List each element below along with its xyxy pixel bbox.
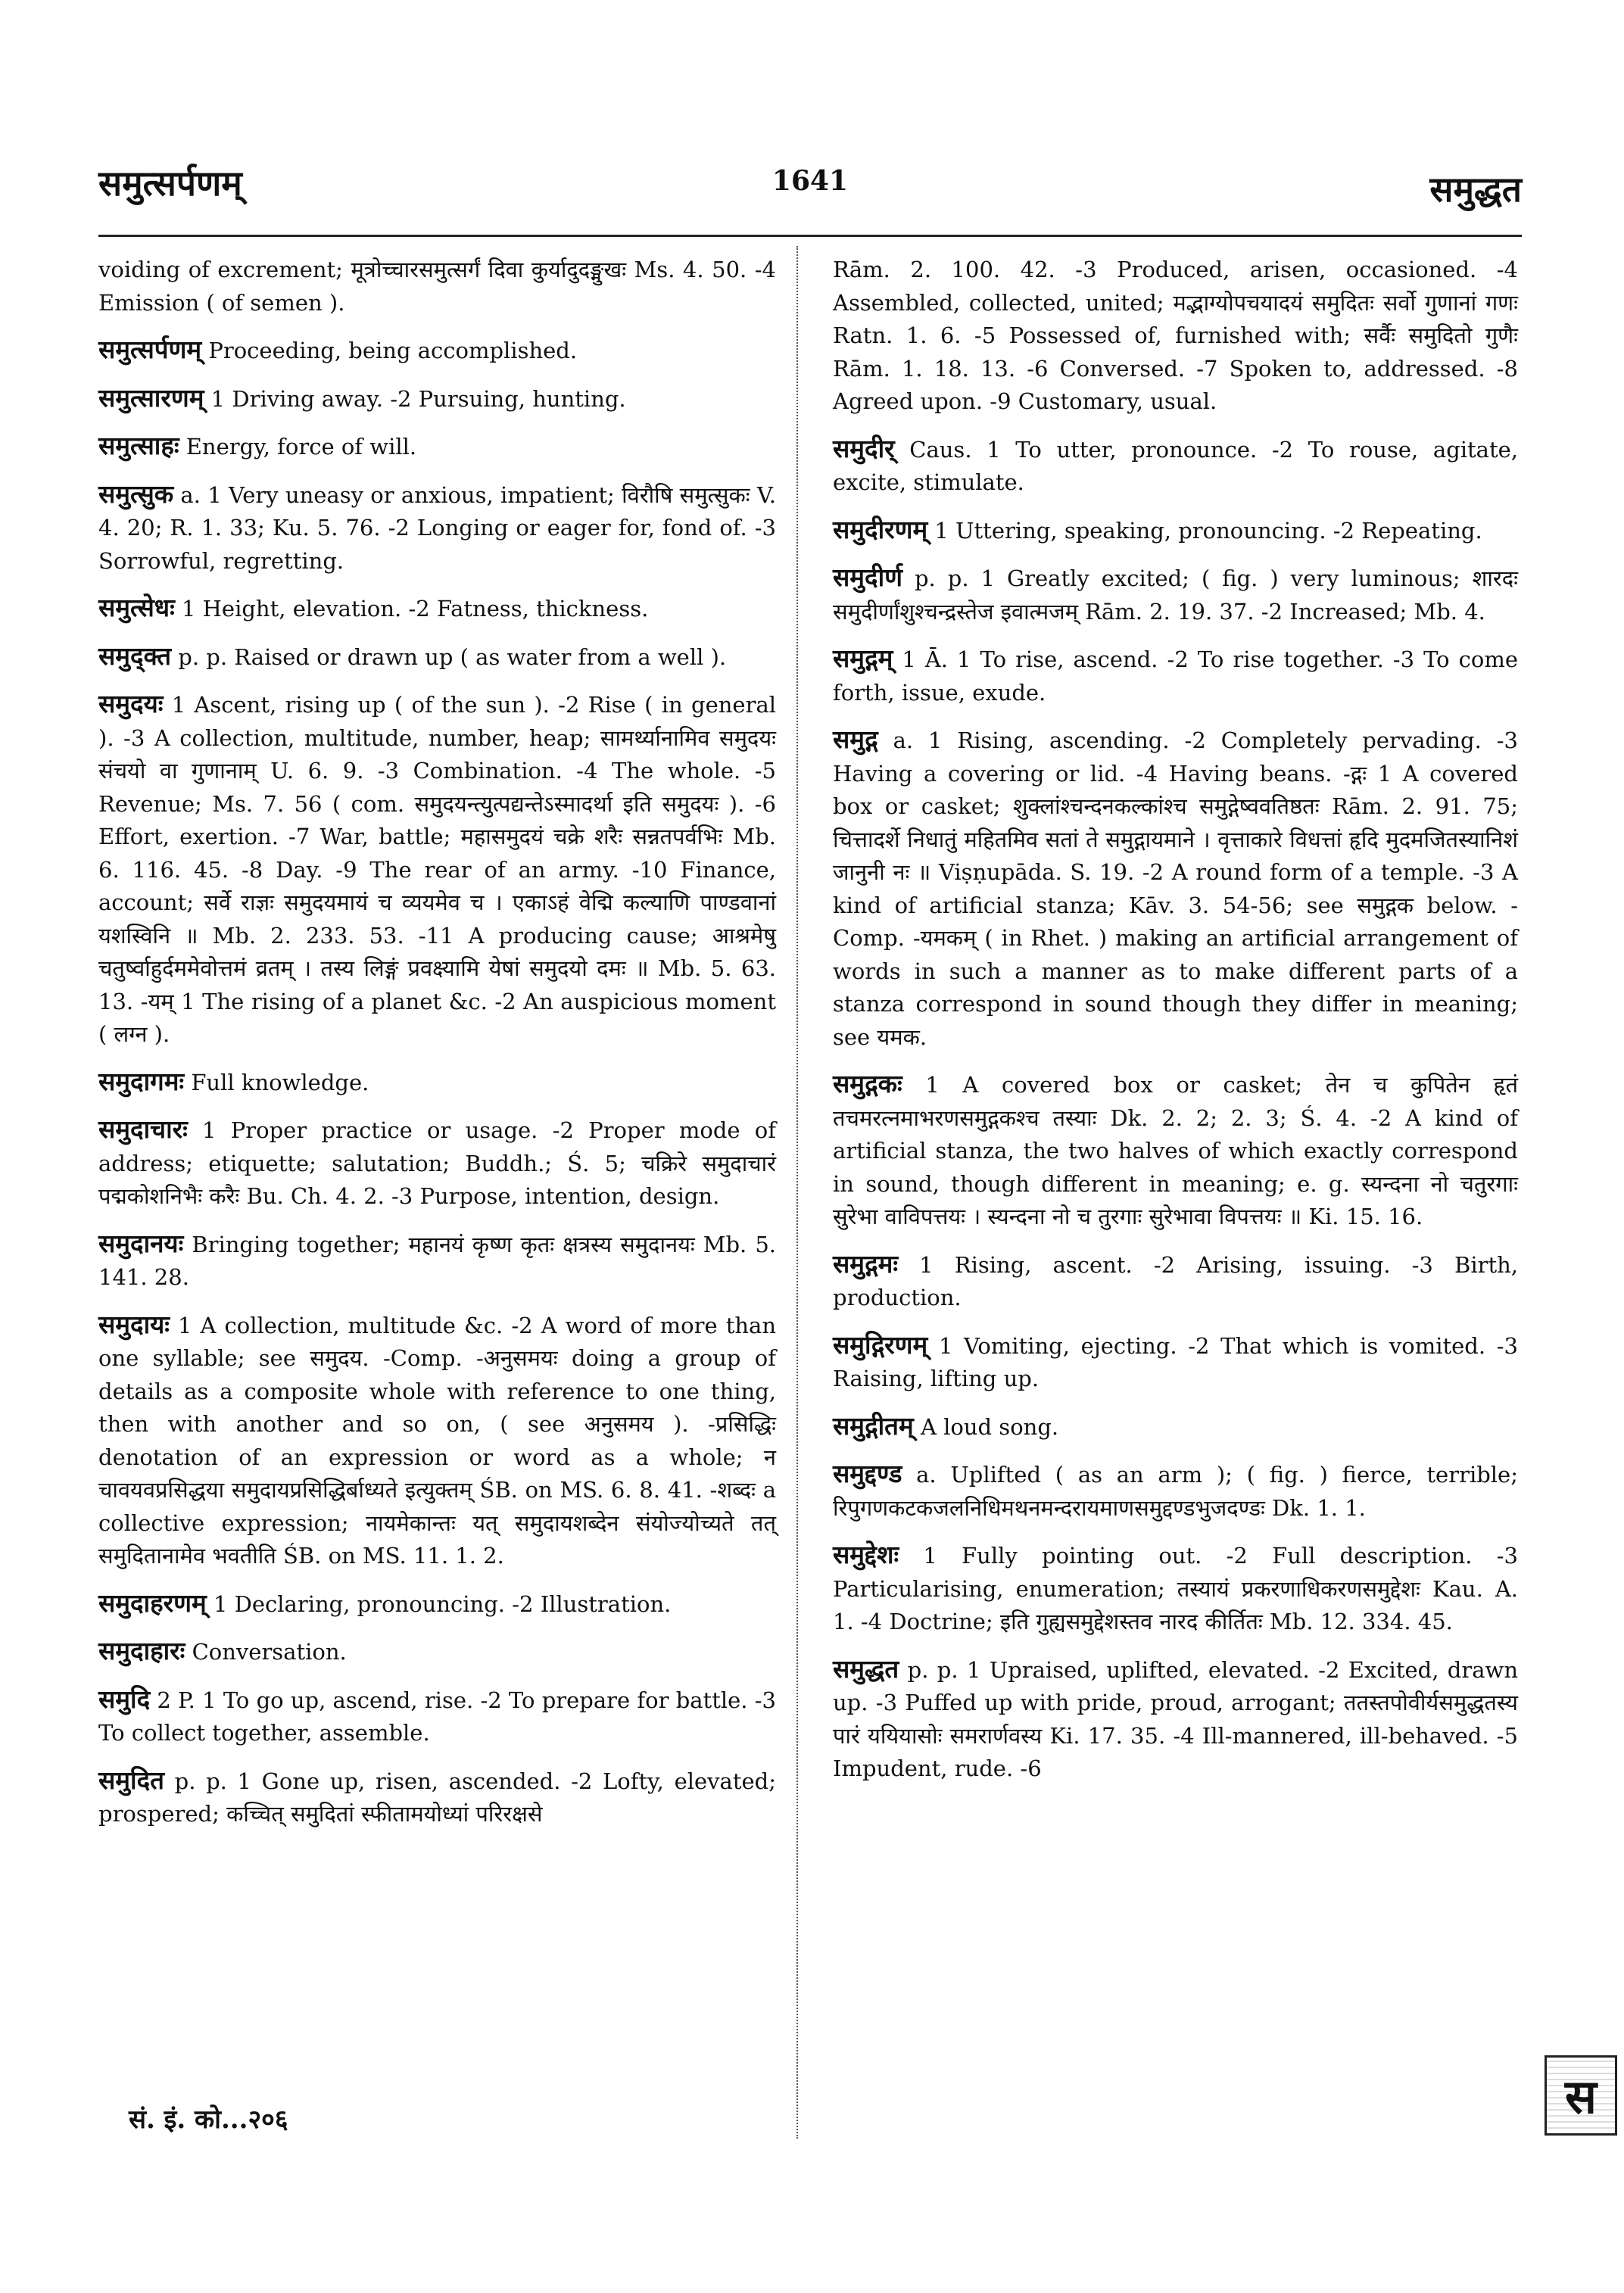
entry-headword: समुद्धत — [833, 1653, 899, 1684]
left-column — [98, 254, 776, 1845]
column-divider — [796, 246, 798, 2139]
thumb-index-tab: स — [1545, 2055, 1617, 2136]
dictionary-entry — [98, 591, 776, 626]
entry-headword: समुत्सुक — [98, 478, 174, 509]
dictionary-entry — [833, 642, 1518, 709]
dictionary-entry — [833, 513, 1518, 548]
entry-definition: Bringing together; महानयं कृष्ण कृतः क्षत्रस्य समुदानयः Mb. 5. 141. 28. — [98, 1231, 777, 1290]
dictionary-entry — [98, 1113, 776, 1213]
entry-headword: समुद्दण्ड — [833, 1459, 902, 1488]
dictionary-entry — [833, 1248, 1518, 1315]
entry-headword: समुदाहारः — [98, 1636, 185, 1665]
entry-definition: A loud song. — [920, 1413, 1059, 1440]
entry-headword: समुदाहरणम् — [98, 1587, 207, 1618]
dictionary-entry — [833, 561, 1518, 628]
left-running-headword: समुत्सर्पणम् — [98, 163, 242, 204]
entry-definition: Full knowledge. — [191, 1069, 369, 1095]
entry-headword: समुदाचारः — [98, 1114, 188, 1144]
entry-headword: समुदीर्ण — [833, 562, 902, 592]
entry-headword: समुत्सेधः — [98, 593, 175, 622]
entry-definition: a. 1 Rising, ascending. -2 Completely pervading. -3 Having a covering or lid. -4 Having beans. -द्गः 1 A covered box or casket; शुक्लांश्चन्दनकल्कांश्च समुद्गेष्ववतिष्ठतः Rām. 2. 91. 75; चित्तादर्शे निधातुं महितमिव सतां ते समुद्गायमाने । वृत्ताकारे विधत्तां हृदि मुदमजितस्यानिशं जानुनी नः ॥ Viṣṇupāda. S. 19. -2 A round form of a temple. -3 A kind of artificial stanza; Kāv. 3. 54-56; see समुद्गक below. -Comp. -यमकम् ( in Rhet. ) making an artificial arrangement of words in such a manner as to make different parts of a stanza correspond in sound though they differ in meaning; see यमक. — [833, 727, 1519, 1050]
dictionary-entry — [98, 478, 776, 578]
entry-definition: a. 1 Very uneasy or anxious, impatient; विरौषि समुत्सुकः V. 4. 20; R. 1. 33; Ku. 5. 76. -2 Longing or eager for, fond of. -3 Sorrowful, regretting. — [98, 481, 776, 574]
dictionary-entry — [98, 687, 776, 1051]
entry-definition: 1 Driving away. -2 Pursuing, hunting. — [210, 385, 626, 412]
dictionary-entry — [833, 254, 1518, 419]
entry-definition: Rām. 2. 100. 42. -3 Produced, arisen, occasioned. -4 Assembled, collected, united; मद्भाग्योपचयादयं समुदितः सर्वो गुणानां गणः Ratn. 1. 6. -5 Possessed of, furnished with; सर्वैः समुदितो गुणैः Rām. 1. 18. 13. -6 Conversed. -7 Spoken to, addressed. -8 Agreed upon. -9 Customary, usual. — [833, 257, 1518, 414]
dictionary-entry — [98, 1227, 776, 1294]
entry-headword: समुत्सारणम् — [98, 382, 204, 413]
entry-definition: 1 Ascent, rising up ( of the sun ). -2 Rise ( in general ). -3 A collection, multitude, number, heap; सामर्थ्यानामिव समुदयः संचयो वा गुणानाम् U. 6. 9. -3 Combination. -4 The whole. -5 Revenue; Ms. 7. 56 ( com. समुदयन्त्युत्पद्यन्तेऽस्मादर्था इति समुदयः ). -6 Effort, exertion. -7 War, battle; महासमुदयं चक्रे शरैः सन्नतपर्वभिः Mb. 6. 116. 45. -8 Day. -9 The rear of an army. -10 Finance, account; सर्वे राज्ञः समुदयमायं च व्ययमेव च । एकाऽहं वेद्मि कल्याणि पाण्डवानां यशस्विनि ॥ Mb. 2. 233. 53. -11 A producing cause; आश्रमेषु चतुर्ष्वाहुर्दममेवोत्तमं व्रतम् । तस्य लिङ्गं प्रवक्ष्यामि येषां समुदयो दमः ॥ Mb. 5. 63. 13. -यम् 1 The rising of a planet &c. -2 An auspicious moment ( लग्न ). — [98, 692, 777, 1047]
entry-definition: 1 A covered box or casket; तेन च कुपितेन हृतं तचमरत्नमाभरणसमुद्गकश्च तस्याः Dk. 2. 2; 2. 3; Ś. 4. -2 A kind of artificial stanza, the two halves of which exactly correspond in sound, though different in meaning; e. g. स्यन्दना नो चतुरगाः सुरेभा वाविपत्तयः । स्यन्दना नो च तुरगाः सुरेभावा विपत्तयः ॥ Ki. 15. 16. — [833, 1072, 1519, 1229]
dictionary-entry — [98, 1308, 776, 1573]
entry-headword: समुदीर् — [833, 433, 895, 463]
dictionary-entry — [833, 1067, 1518, 1234]
dictionary-entry — [98, 254, 776, 319]
entry-headword: समुदित — [98, 1765, 164, 1795]
entry-definition: 2 P. 1 To go up, ascend, rise. -2 To prepare for battle. -3 To collect together, assemble. — [98, 1687, 776, 1746]
dictionary-entry — [833, 723, 1518, 1054]
entry-headword: समुद्गीतम् — [833, 1410, 914, 1441]
dictionary-entry — [98, 1587, 776, 1622]
dictionary-entry — [833, 432, 1518, 500]
signature-mark: सं. इं. को...२०६ — [129, 2105, 288, 2135]
entry-definition: p. p. 1 Upraised, uplifted, elevated. -2 Excited, drawn up. -3 Puffed up with pride, proud, arrogant; ततस्तपोवीर्यसमुद्धतस्य पारं ययियासोः समरार्णवस्य Ki. 17. 35. -4 Ill-mannered, ill-behaved. -5 Impudent, rude. -6 — [833, 1656, 1519, 1781]
entry-definition: Conversation. — [192, 1639, 347, 1665]
dictionary-entry — [98, 1764, 776, 1831]
entry-headword: समुदायः — [98, 1309, 170, 1339]
entry-definition: a. Uplifted ( as an arm ); ( fig. ) fierce, terrible; रिपुगणकटकजलनिधिमथनमन्दरायमाणसमुद्दण्डभुजदण्डः Dk. 1. 1. — [833, 1462, 1518, 1521]
dictionary-entry — [98, 382, 776, 416]
entry-headword: समुद्क्त — [98, 640, 172, 671]
dictionary-entry — [98, 429, 776, 464]
dictionary-entry — [98, 640, 776, 675]
entry-headword: समुद्गमः — [833, 1248, 899, 1279]
entry-definition: 1 A collection, multitude &c. -2 A word of more than one syllable; see समुदय. -Comp. -अनुसमयः doing a group of details as a composite whole with reference to one thing, then with another and so on, ( see अनुसमय ). -प्रसिद्धिः denotation of an expression or word as a whole; न चावयवप्रसिद्धया समुदायप्रसिद्धिर्बाध्यते इत्युक्तम् ŚB. on MS. 6. 8. 41. -शब्दः a collective expression; नायमेकान्तः यत् समुदायशब्देन संयोज्योच्यते तत् समुदितानामेव भवतीति ŚB. on MS. 11. 1. 2. — [98, 1312, 776, 1569]
dictionary-entry — [833, 1653, 1518, 1786]
entry-definition: 1 Proper practice or usage. -2 Proper mode of address; etiquette; salutation; Buddh.; Ś. 5; चक्रिरे समुदाचारं पद्मकोशनिभैः करैः Bu. Ch. 4. 2. -3 Purpose, intention, design. — [98, 1117, 776, 1209]
entry-definition: p. p. 1 Gone up, risen, ascended. -2 Lofty, elevated; prospered; कच्चित् समुदितां स्फीतामयोध्यां परिरक्षसे — [98, 1768, 777, 1827]
dictionary-entry — [833, 1329, 1518, 1396]
dictionary-entry — [98, 1683, 776, 1750]
dictionary-entry — [98, 333, 776, 368]
entry-headword: समुद्देशः — [833, 1540, 899, 1569]
entry-headword: समुदयः — [98, 689, 164, 718]
entry-definition: 1 Height, elevation. -2 Fatness, thickness. — [181, 596, 649, 622]
entry-headword: समुद्ग — [833, 724, 878, 754]
entry-definition: 1 Rising, ascent. -2 Arising, issuing. -3 Birth, production. — [833, 1251, 1519, 1310]
entry-headword: समुत्साहः — [98, 431, 179, 460]
dictionary-entry — [833, 1538, 1518, 1639]
entry-headword: समुदागमः — [98, 1066, 185, 1096]
entry-headword: समुद्गम् — [833, 643, 893, 673]
entry-definition: 1 Fully pointing out. -2 Full description. -3 Particularising, enumeration; तस्यायं प्रकरणाधिकरणसमुद्देशः Kau. A. 1. -4 Doctrine; इति गुह्यसमुद्देशस्तव नारद कीर्तितः Mb. 12. 334. 45. — [833, 1543, 1518, 1634]
entry-headword: समुत्सर्पणम् — [98, 335, 202, 364]
dictionary-entry — [833, 1410, 1518, 1444]
page-number: 1641 — [771, 165, 849, 197]
entry-definition: 1 Declaring, pronouncing. -2 Illustration. — [213, 1590, 672, 1617]
dictionary-entry — [98, 1634, 776, 1669]
entry-definition: 1 Vomiting, ejecting. -2 That which is vomited. -3 Raising, lifting up. — [833, 1332, 1518, 1391]
entry-definition: 1 Ā. 1 To rise, ascend. -2 To rise together. -3 To come forth, issue, exude. — [833, 646, 1518, 706]
entry-headword: समुद्गकः — [833, 1069, 902, 1098]
dictionary-entry — [98, 1065, 776, 1100]
right-column — [833, 254, 1518, 1799]
header-rule — [98, 235, 1522, 237]
entry-definition: Proceeding, being accomplished. — [208, 338, 578, 363]
entry-headword: समुदीरणम् — [833, 514, 928, 544]
entry-definition: p. p. Raised or drawn up ( as water from a well ). — [178, 643, 727, 670]
entry-headword: समुद्गिरणम् — [833, 1329, 928, 1360]
entry-definition: 1 Uttering, speaking, pronouncing. -2 Repeating. — [934, 517, 1482, 544]
dictionary-entry — [833, 1457, 1518, 1525]
entry-definition: Energy, force of will. — [185, 434, 417, 460]
entry-definition: voiding of excrement; मूत्रोच्चारसमुत्सर्गं दिवा कुर्यादुदङ्मुखः Ms. 4. 50. -4 Emission ( of semen ). — [98, 257, 776, 316]
entry-definition: Caus. 1 To utter, pronounce. -2 To rouse, agitate, excite, stimulate. — [833, 436, 1519, 495]
entry-headword: समुदि — [98, 1684, 151, 1714]
entry-definition: p. p. 1 Greatly excited; ( fig. ) very luminous; शारदः समुदीर्णांशुश्चन्द्रस्तेज इवात्मजम् Rām. 2. 19. 37. -2 Increased; Mb. 4. — [833, 565, 1519, 625]
page-header — [98, 159, 1522, 227]
right-running-headword: समुद्धत — [1429, 169, 1522, 210]
entry-headword: समुदानयः — [98, 1228, 184, 1258]
